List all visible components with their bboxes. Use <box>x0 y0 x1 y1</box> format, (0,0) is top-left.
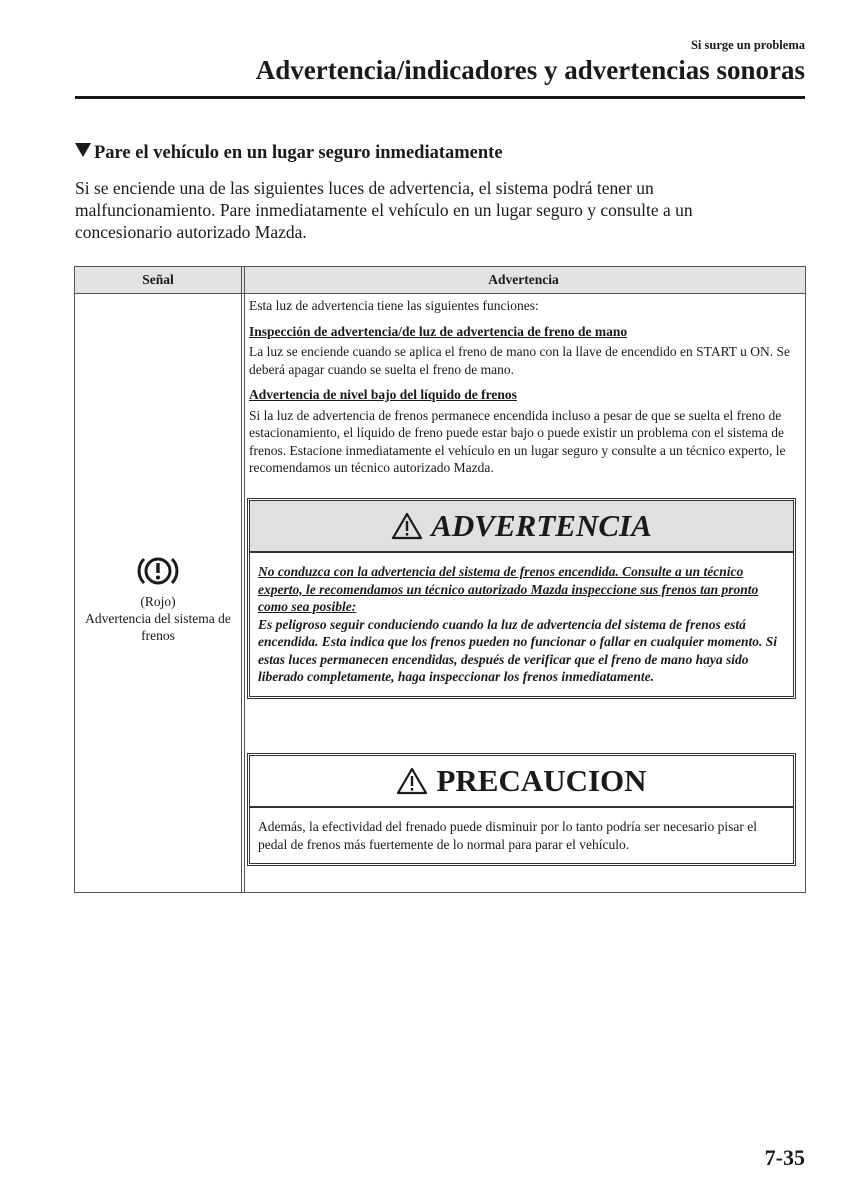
advertencia-body <box>250 553 793 696</box>
precaucion-box <box>249 755 794 864</box>
advertencia-header <box>250 501 793 553</box>
precaucion-body: Además, la efectividad del frenado puede disminuir por lo tanto podría ser necesario pisar el pedal de frenos más fuertemente de lo normal para parar el vehículo. <box>258 819 757 852</box>
intro-paragraph: Si se enciende una de las siguientes luces de advertencia, el sistema podrá tener un malfuncionamiento. Pare inmediatamente el vehículo en un lugar seguro y consulte a un concesionario autorizado Mazda. <box>75 178 693 242</box>
advertencia-lead: No conduzca con la advertencia del sistema de frenos encendida. Consulte a un técnico experto, le recomendamos un técnico autorizado Mazda inspeccione sus frenos tan pronto como sea posible: <box>258 564 759 614</box>
signal-color-label: (Rojo) <box>140 594 176 609</box>
column-header-signal: Señal <box>142 272 174 287</box>
warning-table <box>74 266 806 893</box>
section-heading-text: Pare el vehículo en un lugar seguro inmediatamente <box>94 143 503 163</box>
advertencia-text: Es peligroso seguir conduciendo cuando la luz de advertencia del sistema de frenos está encendida. Esta indica que los frenos pueden no funcionar o fallar en cualquier momento. Si estas luces permanecen encendidas, después de verificar que el freno de mano haya sido liberado completamente, haga inspeccionar los frenos inmediatamente. <box>258 616 778 684</box>
signal-cell <box>75 553 241 644</box>
brake-system-warning-icon <box>135 553 181 589</box>
column-divider <box>241 267 245 892</box>
signal-name: Advertencia del sistema de frenos <box>85 611 231 643</box>
advertencia-title: ADVERTENCIA <box>431 508 652 543</box>
subheading-brake-fluid: Advertencia de nivel bajo del líquido de frenos <box>249 387 517 402</box>
warning-lead: Esta luz de advertencia tiene las siguientes funciones: <box>249 298 539 313</box>
caution-triangle-icon <box>396 767 428 795</box>
triangle-bullet-icon <box>75 143 91 157</box>
advertencia-box <box>249 500 794 697</box>
page-number: 7-35 <box>764 1145 805 1170</box>
page-title: Advertencia/indicadores y advertencias sonoras <box>255 55 805 85</box>
header-divider <box>75 96 805 99</box>
column-header-warning: Advertencia <box>488 272 559 287</box>
warning-description <box>249 297 799 485</box>
section-heading <box>75 143 503 164</box>
brake-fluid-text: Si la luz de advertencia de frenos permanece encendida incluso a pesar de que se suelta el freno de estacionamiento, el líquido de freno puede estar bajo o puede existir un problema con el sistema de frenos. Estacione inmediatamente el vehículo en un lugar seguro y consulte a un técnico experto, le recomendamos un técnico autorizado Mazda. <box>249 407 786 475</box>
warning-triangle-icon <box>391 512 423 540</box>
subheading-parking-brake: Inspección de advertencia/de luz de advertencia de freno de mano <box>249 323 628 339</box>
parking-brake-text: La luz se enciende cuando se aplica el freno de mano con la llave de encendido en START u ON. Se deberá apagar cuando se suelta el freno de mano. <box>249 344 791 377</box>
table-header <box>75 267 805 294</box>
precaucion-title: PRECAUCION <box>436 763 647 798</box>
precaucion-header <box>250 756 793 808</box>
chapter-subtitle: Si surge un problema <box>690 38 805 52</box>
